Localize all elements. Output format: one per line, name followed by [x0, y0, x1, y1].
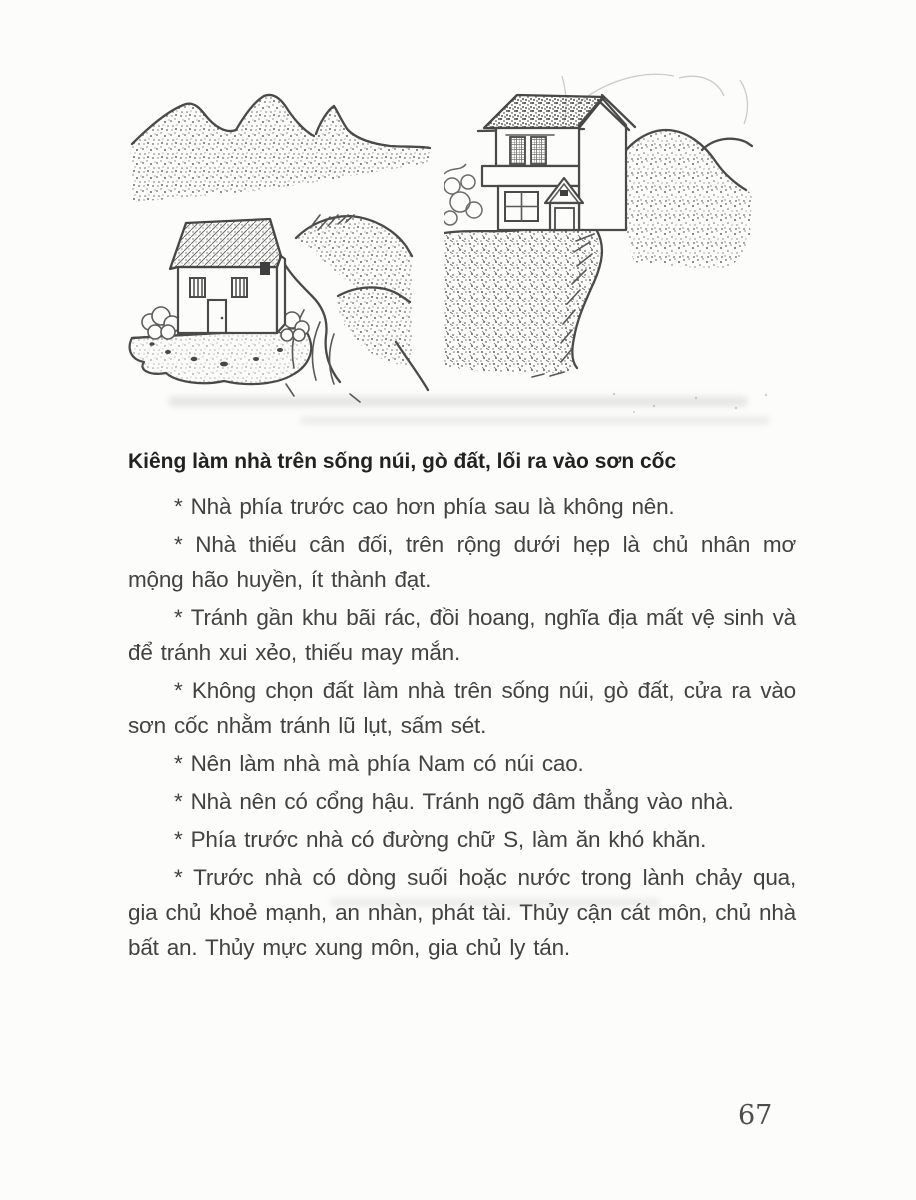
- illustration-two-houses: [126, 62, 806, 422]
- cliff: [444, 229, 602, 374]
- body-text: [128, 489, 796, 968]
- hill-lower: [337, 287, 412, 366]
- paragraph: * Phía trước nhà có đường chữ S, làm ăn khó khăn.: [174, 827, 707, 852]
- paragraph: * Nhà phía trước cao hơn phía sau là không nên.: [174, 494, 675, 519]
- house-on-cliff-illustration: [444, 62, 802, 422]
- page-number: 67: [738, 1100, 773, 1131]
- paragraph: * Nên làm nhà mà phía Nam có núi cao.: [174, 751, 584, 776]
- mountains: [132, 95, 430, 202]
- paragraph: * Nhà nên có cổng hậu. Tránh ngõ đâm thẳng vào nhà.: [174, 789, 734, 814]
- mountain: [616, 130, 752, 270]
- gable-vent: [560, 190, 568, 196]
- cliff-house: [478, 95, 635, 230]
- paragraph: * Tránh gần khu bãi rác, đồi hoang, nghĩa địa mất vệ sinh và để tránh xui xẻo, thiếu may mắn.: [128, 605, 796, 665]
- roof: [170, 219, 281, 269]
- attic-window: [260, 262, 270, 275]
- print-bleed-smudge: [300, 416, 770, 425]
- valley-house: [170, 219, 285, 333]
- lattice-window: [531, 137, 546, 164]
- paragraph: * Trước nhà có dòng suối hoặc nước trong lành chảy qua, gia chủ khoẻ mạnh, an nhàn, phát tài. Thủy cận cát môn, chủ nhà bất an. Thủy mực xung môn, gia chủ ly tán.: [128, 865, 796, 960]
- paragraph: * Nhà thiếu cân đối, trên rộng dưới hẹp là chủ nhân mơ mộng hão huyền, ít thành đạt.: [128, 532, 796, 592]
- section-heading: Kiêng làm nhà trên sống núi, gò đất, lối ra vào sơn cốc: [128, 450, 677, 474]
- lattice-window: [510, 137, 525, 164]
- scrub: [444, 164, 482, 225]
- house-in-valley-illustration: [128, 76, 440, 408]
- print-bleed-smudge: [168, 396, 748, 407]
- paragraph: * Không chọn đất làm nhà trên sống núi, gò đất, cửa ra vào sơn cốc nhằm tránh lũ lụt, sấm sét.: [128, 678, 796, 738]
